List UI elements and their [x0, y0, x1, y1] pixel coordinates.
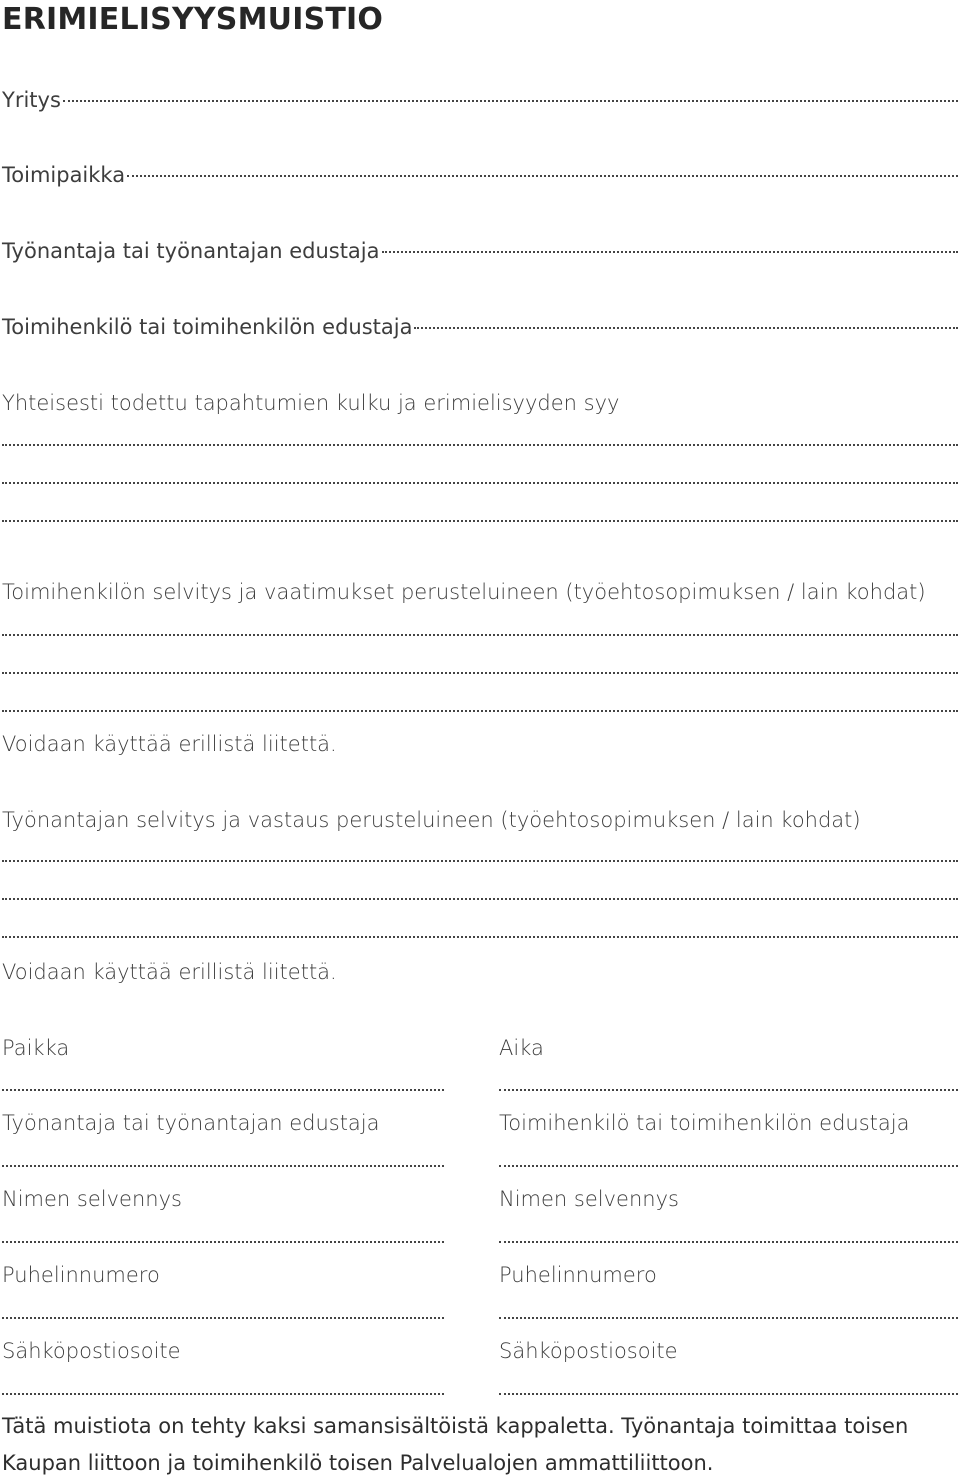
- employee-phone-label: Puhelinnumero: [499, 1263, 657, 1287]
- employer-email-line[interactable]: [2, 1393, 444, 1395]
- employer-name-label: Nimen selvennys: [2, 1187, 182, 1211]
- time-input-line[interactable]: [499, 1089, 958, 1091]
- place-label: Paikka: [2, 1036, 70, 1060]
- location-dotted-line[interactable]: [127, 175, 958, 177]
- employee-rep-label: Toimihenkilö tai toimihenkilön edustaja: [2, 315, 413, 339]
- employer-phone-line[interactable]: [2, 1317, 444, 1319]
- employer-rep-dotted-line[interactable]: [382, 251, 958, 253]
- company-label: Yritys: [2, 88, 61, 112]
- employer-signature-line[interactable]: [2, 1165, 444, 1167]
- employer-rep-field[interactable]: [2, 237, 958, 265]
- employee-statement-line-3[interactable]: [2, 710, 958, 712]
- employee-phone-line[interactable]: [499, 1317, 958, 1319]
- joint-account-line-1[interactable]: [2, 444, 958, 446]
- employee-signer-label: Toimihenkilö tai toimihenkilön edustaja: [499, 1111, 910, 1135]
- employee-rep-field[interactable]: [2, 313, 958, 341]
- employee-statement-line-1[interactable]: [2, 634, 958, 636]
- company-field[interactable]: [2, 86, 958, 114]
- employer-phone-label: Puhelinnumero: [2, 1263, 160, 1287]
- place-input-line[interactable]: [2, 1089, 444, 1091]
- employer-rep-label: Työnantaja tai työnantajan edustaja: [2, 239, 380, 263]
- document-title: ERIMIELISYYSMUISTIO: [2, 2, 384, 37]
- employee-signature-line[interactable]: [499, 1165, 958, 1167]
- company-dotted-line[interactable]: [63, 100, 958, 102]
- joint-account-heading: Yhteisesti todettu tapahtumien kulku ja erimielisyyden syy: [2, 391, 620, 415]
- employer-statement-heading: Työnantajan selvitys ja vastaus perusteluineen (työehtosopimuksen / lain kohdat): [2, 808, 861, 832]
- employer-email-label: Sähköpostiosoite: [2, 1339, 181, 1363]
- joint-account-line-3[interactable]: [2, 520, 958, 522]
- joint-account-line-2[interactable]: [2, 482, 958, 484]
- footer-note-line-1: Tätä muistiota on tehty kaksi samansisältöistä kappaletta. Työnantaja toimittaa toisen: [2, 1414, 909, 1438]
- employee-statement-line-2[interactable]: [2, 672, 958, 674]
- employee-statement-heading: Toimihenkilön selvitys ja vaatimukset perusteluineen (työehtosopimuksen / lain kohdat): [2, 580, 926, 604]
- employee-rep-dotted-line[interactable]: [414, 327, 958, 329]
- employee-email-line[interactable]: [499, 1393, 958, 1395]
- employee-email-label: Sähköpostiosoite: [499, 1339, 678, 1363]
- employee-name-line[interactable]: [499, 1241, 958, 1243]
- time-label: Aika: [499, 1036, 544, 1060]
- location-label: Toimipaikka: [2, 163, 126, 187]
- employer-statement-line-1[interactable]: [2, 860, 958, 862]
- employer-signer-label: Työnantaja tai työnantajan edustaja: [2, 1111, 380, 1135]
- employee-attachment-note: Voidaan käyttää erillistä liitettä.: [2, 732, 337, 756]
- employee-name-label: Nimen selvennys: [499, 1187, 679, 1211]
- footer-note-line-2: Kaupan liittoon ja toimihenkilö toisen Palvelualojen ammattiliittoon.: [2, 1451, 714, 1475]
- employer-attachment-note: Voidaan käyttää erillistä liitettä.: [2, 960, 337, 984]
- location-field[interactable]: [2, 161, 958, 189]
- employer-name-line[interactable]: [2, 1241, 444, 1243]
- employer-statement-line-2[interactable]: [2, 898, 958, 900]
- employer-statement-line-3[interactable]: [2, 936, 958, 938]
